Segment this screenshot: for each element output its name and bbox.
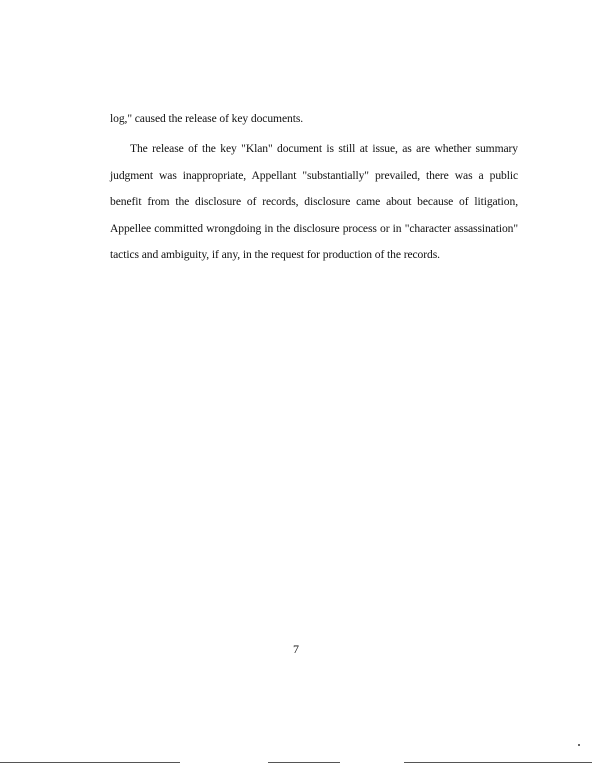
text-line-4: benefit from the disclosure of records, disclosure came about because of litigation, (110, 195, 518, 209)
footer-rule-left (0, 762, 180, 763)
page-number: 7 (293, 642, 299, 656)
text-line-2: The release of the key "Klan" document is still at issue, as are whether summary (130, 142, 518, 156)
scan-speck (578, 744, 580, 746)
footer-rule-center (268, 762, 340, 763)
footer-rule-right (404, 762, 592, 763)
text-line-1: log," caused the release of key documents. (110, 112, 304, 125)
body-text (110, 106, 518, 269)
text-line-3: judgment was inappropriate, Appellant "substantially" prevailed, there was a public (110, 168, 518, 182)
text-line-6: tactics and ambiguity, if any, in the request for production of the records. (110, 248, 440, 262)
text-line-5: Appellee committed wrongdoing in the disclosure process or in "character assassination" (110, 221, 518, 235)
